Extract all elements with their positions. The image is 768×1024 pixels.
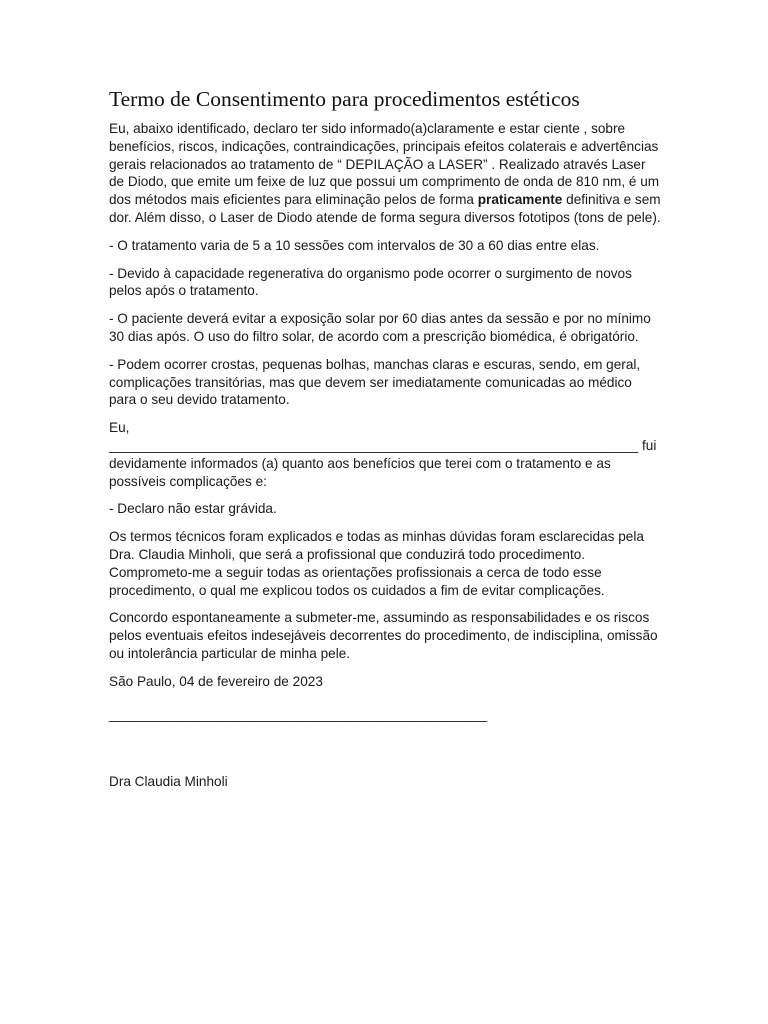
document-body: [109, 86, 661, 701]
intro-bold-word: praticamente: [477, 192, 563, 208]
intro-paragraph: [109, 120, 661, 227]
intro-text-start: Eu, abaixo identificado, declaro ter sido informado(a)claramente e estar ciente , sobre benefícios, riscos, indicações, contraindicações, principais efeitos colaterais e advertências gerais relacionados ao tratamento de “ DEPILAÇÃO a LASER” . Realizado através Laser de Diodo, que emite um feixe de luz que possui um comprimento de onda de 810 nm, é um dos métodos mais eficientes para eliminação pelos de forma: [109, 121, 660, 208]
agreement-paragraph: Concordo espontaneamente a submeter-me, assumindo as responsabilidades e os riscos pelos eventuais efeitos indesejáveis decorrentes do procedimento, de indisciplina, omissão ou intolerância particular de minha pele.: [109, 610, 658, 661]
declaration-paragraph: Eu, ______________________________________________________________________ fui devidamente informados (a) quanto aos benefícios que terei com o tratamento e as possíveis complicações e:: [109, 420, 657, 489]
not-pregnant-statement: - Declaro não estar grávida.: [109, 501, 277, 517]
place-date: São Paulo, 04 de fevereiro de 2023: [109, 673, 323, 689]
item-sessions: - O tratamento varia de 5 a 10 sessões com intervalos de 30 a 60 dias entre elas.: [109, 237, 600, 253]
intro-text-end: definitiva e sem dor. Além disso, o Laser de Diodo atende de forma segura diversos fototipos (tons de pele).: [109, 192, 661, 225]
document-title: Termo de Consentimento para procedimentos estéticos: [109, 87, 580, 111]
item-complications: - Podem ocorrer crostas, pequenas bolhas, manchas claras e escuras, sendo, em geral, complicações transitórias, mas que devem ser imediatamente comunicadas ao médico para o seu devido tratamento.: [109, 356, 641, 408]
item-sun-exposure: - O paciente deverá evitar a exposição solar por 60 dias antes da sessão e por no mínimo 30 dias após. O uso do filtro solar, de acordo com a prescrição biomédica, é obrigatório.: [109, 311, 651, 344]
terms-explained-paragraph: Os termos técnicos foram explicados e todas as minhas dúvidas foram esclarecidas pela Dra. Claudia Minholi, que será a profissional que conduzirá todo procedimento. Comprometo-me a seguir todas as orientações profissionais a cerca de todo esse procedimento, o qual me explicou todos os cuidados a fim de evitar complicações.: [109, 529, 644, 598]
signature-area: [109, 706, 487, 724]
item-regrowth: - Devido à capacidade regenerativa do organismo pode ocorrer o surgimento de novos pelos após o tratamento.: [109, 265, 632, 299]
signature-line: __________________________________________________: [109, 707, 488, 722]
signer-name: Dra Claudia Minholi: [109, 774, 228, 789]
